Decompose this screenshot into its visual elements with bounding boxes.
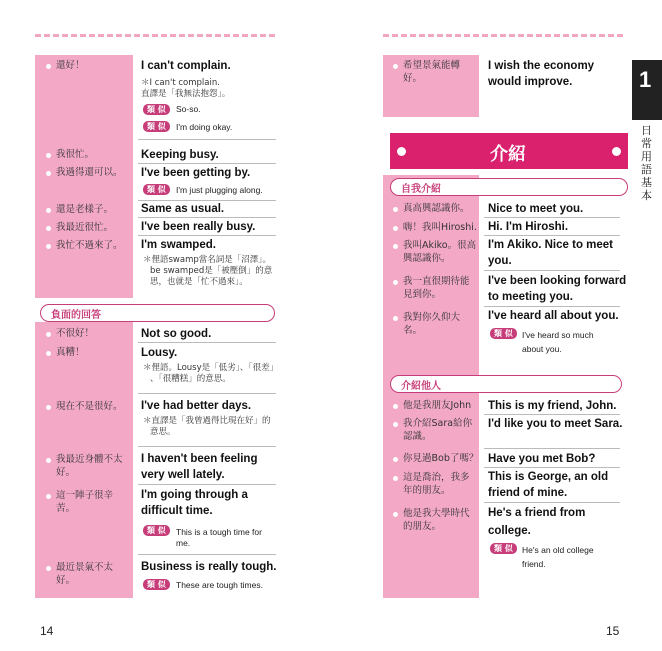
row-divider [138, 163, 276, 164]
bullet-icon [46, 332, 51, 337]
similar-phrase: I'm doing okay. [176, 122, 233, 132]
row-divider [138, 393, 276, 394]
en-phrase: I'm going through a [141, 489, 248, 501]
chapter-bar-dot-icon [397, 147, 406, 156]
en-phrase: difficult time. [141, 505, 213, 517]
bullet-icon [393, 280, 398, 285]
en-phrase: I'm Akiko. Nice to meet [488, 239, 614, 251]
en-phrase: I've been getting by. [141, 167, 251, 179]
zh-phrase: 真糟！ [56, 347, 85, 358]
zh-phrase: 這一陣子很辛 [56, 490, 114, 501]
similar-badge: 類 似 [143, 121, 170, 132]
en-phrase: Business is really tough. [141, 561, 277, 573]
zh-phrase: 嗨！我叫Hiroshi. [403, 222, 477, 233]
en-phrase: college. [488, 525, 531, 537]
zh-phrase: 我一直很期待能 [403, 276, 470, 287]
page-number-left: 14 [40, 624, 54, 638]
zh-phrase: 我介紹Sara給你 [403, 418, 473, 429]
row-divider [484, 448, 620, 449]
similar-badge: 類 似 [490, 543, 517, 554]
en-phrase: I've heard all about you. [488, 310, 619, 322]
bullet-icon [393, 207, 398, 212]
section-header-self-intro [390, 178, 628, 196]
zh-phrase: 好。 [403, 73, 423, 84]
bullet-icon [393, 64, 398, 69]
section-title: 自我介紹 [401, 184, 441, 195]
en-phrase: you. [488, 255, 512, 267]
note-text: ＊俚語swamp當名詞是「沼澤」。 [143, 255, 272, 265]
similar-phrase: I've heard so much [522, 330, 594, 340]
en-phrase: Lousy. [141, 347, 178, 359]
en-phrase: Hi. I'm Hiroshi. [488, 221, 569, 233]
similar-phrase: me. [176, 538, 191, 548]
row-divider [138, 342, 276, 343]
section-header-introduce-others [390, 375, 622, 393]
bullet-icon [46, 64, 51, 69]
similar-badge: 類 似 [143, 104, 170, 115]
zh-phrase: 他是我朋友John [403, 400, 472, 411]
en-phrase: Same as usual. [141, 203, 225, 215]
bullet-icon [393, 457, 398, 462]
section-header-negative [40, 304, 275, 322]
bullet-icon [46, 405, 51, 410]
row-divider [138, 554, 276, 555]
zh-phrase: 還好！ [56, 60, 85, 71]
en-phrase: Have you met Bob? [488, 453, 596, 465]
bullet-icon [393, 404, 398, 409]
zh-phrase: 我過得還可以。 [56, 167, 123, 178]
row-divider [484, 467, 620, 468]
zh-phrase: 不很好！ [56, 328, 95, 339]
zh-phrase: 認識。 [403, 431, 432, 442]
en-phrase: I've been looking forward [488, 275, 627, 287]
row-divider [138, 217, 276, 218]
en-phrase: I wish the economy [488, 60, 595, 72]
note-text: be swamped是「被壓倒」的意 [150, 266, 273, 276]
chapter-side-tab-text: 日常用語基本 [641, 124, 652, 202]
row-divider [484, 502, 620, 503]
similar-phrase: I'm just plugging along. [176, 185, 263, 195]
bullet-icon [46, 494, 51, 499]
zh-phrase: 現在不是很好。 [56, 401, 123, 412]
similar-badge: 類 似 [143, 525, 170, 536]
zh-phrase: 苦。 [56, 503, 76, 514]
bullet-icon [46, 208, 51, 213]
bullet-icon [46, 244, 51, 249]
zh-phrase: 我叫Akiko。很高 [403, 240, 477, 251]
page-number-right: 15 [606, 624, 620, 638]
zh-phrase: 的朋友。 [403, 521, 442, 532]
zh-phrase: 他是我大學時代 [403, 508, 470, 519]
zh-phrase: 我最近身體不太 [56, 454, 123, 465]
zh-phrase: 這是喬治，我多 [403, 472, 470, 483]
chapter-title: 介紹 [490, 144, 526, 165]
zh-phrase: 見到你。 [403, 289, 442, 300]
bullet-icon [46, 566, 51, 571]
row-divider [484, 235, 620, 236]
en-phrase: Nice to meet you. [488, 203, 584, 215]
en-phrase: This is George, an old [488, 471, 609, 483]
zh-phrase: 興認識你。 [403, 253, 451, 264]
zh-phrase: 好。 [56, 467, 76, 478]
note-text: ＊俚語。Lousy是「低劣」、「很差」 [143, 363, 279, 373]
row-divider [484, 414, 620, 415]
section-title: 介紹他人 [401, 381, 441, 392]
zh-phrase: 最近景氣不太 [56, 562, 114, 573]
row-divider [138, 446, 276, 447]
zh-phrase: 我忙不過來了。 [56, 240, 123, 251]
zh-phrase: 真高興認識你。 [403, 203, 470, 214]
en-phrase: I've had better days. [141, 400, 252, 412]
note-text: ＊I can't complain. [141, 78, 220, 88]
bullet-icon [393, 244, 398, 249]
en-phrase: I haven't been feeling [141, 453, 258, 465]
en-phrase: I'd like you to meet Sara. [488, 418, 623, 430]
similar-phrase: This is a tough time for [176, 527, 262, 537]
chapter-bar-dot-icon [612, 147, 621, 156]
row-divider [138, 139, 276, 140]
row-divider [484, 270, 620, 271]
bullet-icon [393, 226, 398, 231]
zh-phrase: 希望景氣能轉 [403, 60, 461, 71]
en-phrase: This is my friend, John. [488, 400, 617, 412]
note-text: 、「很糟糕」的意思。 [150, 374, 231, 384]
en-phrase: to meeting you. [488, 291, 573, 303]
en-phrase: I've been really busy. [141, 221, 256, 233]
en-phrase: very well lately. [141, 469, 225, 481]
en-phrase: He's a friend from [488, 507, 586, 519]
similar-badge: 類 似 [143, 579, 170, 590]
bullet-icon [393, 316, 398, 321]
zh-phrase: 你見過Bob了嗎？ [403, 453, 479, 464]
en-phrase: I'm swamped. [141, 239, 216, 251]
similar-badge: 類 似 [490, 328, 517, 339]
en-phrase: friend of mine. [488, 487, 568, 499]
chapter-side-tab-number: 1 [639, 67, 652, 92]
zh-phrase: 好。 [56, 575, 76, 586]
bullet-icon [46, 458, 51, 463]
section-title: 負面的回答 [51, 310, 101, 321]
similar-badge: 類 似 [143, 184, 170, 195]
bullet-icon [46, 153, 51, 158]
zh-phrase: 還是老樣子。 [56, 204, 114, 215]
bullet-icon [46, 226, 51, 231]
similar-phrase: about you. [522, 344, 562, 354]
note-text: ＊直譯是「我曾過得比現在好」的 [143, 416, 271, 426]
similar-phrase: These are tough times. [176, 580, 263, 590]
en-phrase: Keeping busy. [141, 149, 219, 161]
similar-phrase: So-so. [176, 104, 201, 114]
row-divider [138, 235, 276, 236]
en-phrase: would improve. [488, 76, 573, 88]
zh-phrase: 年的朋友。 [403, 485, 451, 496]
bullet-icon [393, 512, 398, 517]
bullet-icon [46, 351, 51, 356]
similar-phrase: He's an old college [522, 545, 594, 555]
en-phrase: I can't complain. [141, 60, 231, 72]
bullet-icon [393, 422, 398, 427]
zh-phrase: 我很忙。 [56, 149, 95, 160]
bullet-icon [393, 476, 398, 481]
zh-phrase: 我對你久仰大 [403, 312, 461, 323]
similar-phrase: friend. [522, 559, 546, 569]
note-text: 意思。 [150, 427, 176, 437]
row-divider [138, 484, 276, 485]
zh-phrase: 我最近很忙。 [56, 222, 114, 233]
note-text: 直譯是「我無法抱怨」。 [141, 89, 231, 99]
note-text: 思，也就是「忙不過來」。 [150, 277, 248, 287]
zh-phrase: 名。 [403, 325, 423, 336]
en-phrase: Not so good. [141, 328, 212, 340]
row-divider [484, 217, 620, 218]
bullet-icon [46, 171, 51, 176]
row-divider [484, 306, 620, 307]
